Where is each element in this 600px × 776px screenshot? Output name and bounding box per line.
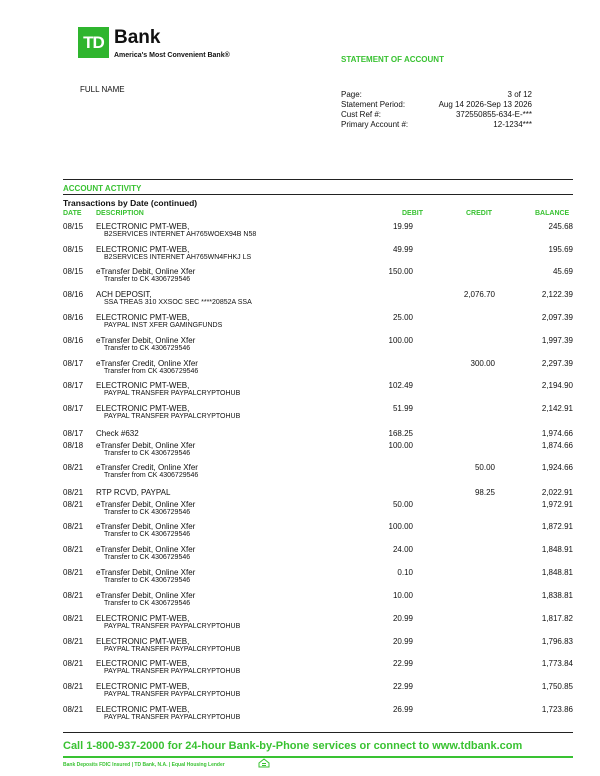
row-debit: 22.99 <box>392 659 413 668</box>
meta-page <box>341 90 532 100</box>
meta-label: Page: <box>341 90 362 99</box>
meta-label: Statement Period: <box>341 100 406 109</box>
row-date: 08/21 <box>63 637 84 646</box>
row-description: eTransfer Debit, Online Xfer <box>96 522 196 531</box>
row-date: 08/21 <box>63 545 84 554</box>
row-description: ELECTRONIC PMT-WEB, <box>96 381 190 390</box>
row-detail: Transfer from CK 4306729546 <box>104 368 199 375</box>
row-debit: 49.99 <box>392 245 413 254</box>
meta-label: Primary Account #: <box>341 120 409 129</box>
row-date: 08/21 <box>63 488 84 497</box>
meta-value: Aug 14 2026-Sep 13 2026 <box>438 100 532 109</box>
row-date: 08/21 <box>63 614 84 623</box>
row-balance: 2,022.91 <box>541 488 573 497</box>
row-detail: Transfer to CK 4306729546 <box>104 577 191 584</box>
row-balance: 1,972.91 <box>541 500 573 509</box>
row-balance: 1,773.84 <box>541 659 573 668</box>
row-date: 08/21 <box>63 522 84 531</box>
statement-title: STATEMENT OF ACCOUNT <box>341 55 444 64</box>
row-debit: 0.10 <box>397 568 413 577</box>
col-header-description: DESCRIPTION <box>96 210 144 217</box>
row-detail: Transfer to CK 4306729546 <box>104 600 191 607</box>
row-balance: 1,997.39 <box>541 336 573 345</box>
section-divider <box>63 179 573 180</box>
col-header-balance: BALANCE <box>535 210 570 217</box>
row-debit: 26.99 <box>392 705 413 714</box>
row-debit: 150.00 <box>388 267 413 276</box>
row-balance: 1,838.81 <box>541 591 573 600</box>
subsection-title: Transactions by Date (continued) <box>63 198 198 208</box>
row-date: 08/17 <box>63 381 84 390</box>
row-date: 08/21 <box>63 659 84 668</box>
row-debit: 20.99 <box>392 614 413 623</box>
row-description: eTransfer Debit, Online Xfer <box>96 441 196 450</box>
row-detail: Transfer from CK 4306729546 <box>104 472 199 479</box>
row-detail: B2SERVICES INTERNET AH765WN4FHKJ LS <box>104 254 252 261</box>
row-balance: 1,924.66 <box>541 463 573 472</box>
row-balance: 1,848.81 <box>541 568 573 577</box>
row-debit: 50.00 <box>392 500 413 509</box>
row-description: ELECTRONIC PMT-WEB, <box>96 637 190 646</box>
row-balance: 1,848.91 <box>541 545 573 554</box>
meta-value: 12-1234*** <box>493 120 532 129</box>
td-logo: TD <box>78 27 109 58</box>
row-description: ELECTRONIC PMT-WEB, <box>96 659 190 668</box>
meta-primary-account <box>341 120 532 130</box>
row-balance: 1,723.86 <box>541 705 573 714</box>
row-detail: PAYPAL TRANSFER PAYPALCRYPTOHUB <box>104 413 241 420</box>
row-date: 08/21 <box>63 568 84 577</box>
row-description: eTransfer Debit, Online Xfer <box>96 267 196 276</box>
section-underline <box>63 194 573 195</box>
row-detail: PAYPAL TRANSFER PAYPALCRYPTOHUB <box>104 714 241 721</box>
row-description: ELECTRONIC PMT-WEB, <box>96 705 190 714</box>
row-description: eTransfer Debit, Online Xfer <box>96 336 196 345</box>
row-detail: PAYPAL TRANSFER PAYPALCRYPTOHUB <box>104 623 241 630</box>
row-date: 08/15 <box>63 245 84 254</box>
row-description: ACH DEPOSIT, <box>96 290 152 299</box>
row-balance: 2,297.39 <box>541 359 573 368</box>
row-debit: 19.99 <box>392 222 413 231</box>
row-debit: 102.49 <box>388 381 413 390</box>
row-date: 08/18 <box>63 441 84 450</box>
meta-cust-ref <box>341 110 532 120</box>
row-debit: 100.00 <box>388 336 413 345</box>
row-description: eTransfer Debit, Online Xfer <box>96 500 196 509</box>
row-date: 08/17 <box>63 359 84 368</box>
row-debit: 20.99 <box>392 637 413 646</box>
row-detail: SSA TREAS 310 XXSOC SEC ****20852A SSA <box>104 299 252 306</box>
row-description: eTransfer Debit, Online Xfer <box>96 591 196 600</box>
row-debit: 168.25 <box>388 429 413 438</box>
row-detail: Transfer to CK 4306729546 <box>104 531 191 538</box>
row-description: eTransfer Credit, Online Xfer <box>96 463 198 472</box>
col-header-credit: CREDIT <box>466 210 493 217</box>
row-date: 08/21 <box>63 463 84 472</box>
row-detail: PAYPAL INST XFER GAMINGFUNDS <box>104 322 223 329</box>
row-balance: 1,974.66 <box>541 429 573 438</box>
meta-value: 372550855-634-E-*** <box>455 110 532 119</box>
row-date: 08/16 <box>63 336 84 345</box>
row-detail: PAYPAL TRANSFER PAYPALCRYPTOHUB <box>104 390 241 397</box>
meta-statement-period <box>341 100 532 110</box>
row-detail: Transfer to CK 4306729546 <box>104 509 191 516</box>
row-date: 08/21 <box>63 682 84 691</box>
row-date: 08/17 <box>63 404 84 413</box>
row-balance: 1,874.66 <box>541 441 573 450</box>
row-detail: PAYPAL TRANSFER PAYPALCRYPTOHUB <box>104 646 241 653</box>
row-credit: 2,076.70 <box>463 290 495 299</box>
col-header-date: DATE <box>63 210 82 217</box>
row-description: ELECTRONIC PMT-WEB, <box>96 682 190 691</box>
row-detail: Transfer to CK 4306729546 <box>104 554 191 561</box>
footer-call-text: Call 1-800-937-2000 for 24-hour Bank-by-Phone services or connect to www.tdbank.com <box>63 740 523 752</box>
row-description: ELECTRONIC PMT-WEB, <box>96 245 190 254</box>
row-debit: 24.00 <box>392 545 413 554</box>
row-description: eTransfer Debit, Online Xfer <box>96 568 196 577</box>
footer-green-rule <box>63 756 573 758</box>
row-balance: 2,122.39 <box>541 290 573 299</box>
col-header-debit: DEBIT <box>402 210 423 217</box>
row-date: 08/16 <box>63 290 84 299</box>
row-debit: 100.00 <box>388 522 413 531</box>
row-description: Check #632 <box>96 429 139 438</box>
section-title: ACCOUNT ACTIVITY <box>63 184 142 193</box>
row-balance: 2,142.91 <box>541 404 573 413</box>
row-date: 08/15 <box>63 222 84 231</box>
meta-value: 3 of 12 <box>507 90 532 99</box>
row-description: ELECTRONIC PMT-WEB, <box>96 313 190 322</box>
row-balance: 195.69 <box>548 245 573 254</box>
row-detail: Transfer to CK 4306729546 <box>104 276 191 283</box>
row-credit: 300.00 <box>470 359 495 368</box>
row-date: 08/21 <box>63 591 84 600</box>
row-balance: 1,872.91 <box>541 522 573 531</box>
equal-housing-icon <box>258 758 270 768</box>
row-balance: 2,194.90 <box>541 381 573 390</box>
row-credit: 50.00 <box>474 463 495 472</box>
row-balance: 1,750.85 <box>541 682 573 691</box>
footer-legal-text: Bank Deposits FDIC Insured | TD Bank, N.A. | Equal Housing Lender <box>63 762 225 768</box>
brand-tagline: America's Most Convenient Bank® <box>114 52 230 59</box>
row-detail: PAYPAL TRANSFER PAYPALCRYPTOHUB <box>104 668 241 675</box>
row-description: eTransfer Debit, Online Xfer <box>96 545 196 554</box>
row-date: 08/16 <box>63 313 84 322</box>
row-balance: 45.69 <box>552 267 573 276</box>
row-balance: 2,097.39 <box>541 313 573 322</box>
brand-name: Bank <box>114 27 161 48</box>
row-description: RTP RCVD, PAYPAL <box>96 488 171 497</box>
row-debit: 25.00 <box>392 313 413 322</box>
row-description: eTransfer Credit, Online Xfer <box>96 359 198 368</box>
footer-divider <box>63 732 573 733</box>
row-balance: 245.68 <box>548 222 573 231</box>
row-date: 08/21 <box>63 500 84 509</box>
row-date: 08/21 <box>63 705 84 714</box>
row-description: ELECTRONIC PMT-WEB, <box>96 404 190 413</box>
row-debit: 51.99 <box>392 404 413 413</box>
row-detail: Transfer to CK 4306729546 <box>104 345 191 352</box>
row-description: ELECTRONIC PMT-WEB, <box>96 614 190 623</box>
row-description: ELECTRONIC PMT-WEB, <box>96 222 190 231</box>
row-detail: Transfer to CK 4306729546 <box>104 450 191 457</box>
customer-name: FULL NAME <box>80 85 125 94</box>
row-balance: 1,817.82 <box>541 614 573 623</box>
meta-label: Cust Ref #: <box>341 110 382 119</box>
row-detail: B2SERVICES INTERNET AH765WOEX94B N58 <box>104 231 257 238</box>
row-date: 08/15 <box>63 267 84 276</box>
row-balance: 1,796.83 <box>541 637 573 646</box>
row-credit: 98.25 <box>474 488 495 497</box>
row-debit: 100.00 <box>388 441 413 450</box>
row-detail: PAYPAL TRANSFER PAYPALCRYPTOHUB <box>104 691 241 698</box>
row-debit: 22.99 <box>392 682 413 691</box>
row-date: 08/17 <box>63 429 84 438</box>
row-debit: 10.00 <box>392 591 413 600</box>
